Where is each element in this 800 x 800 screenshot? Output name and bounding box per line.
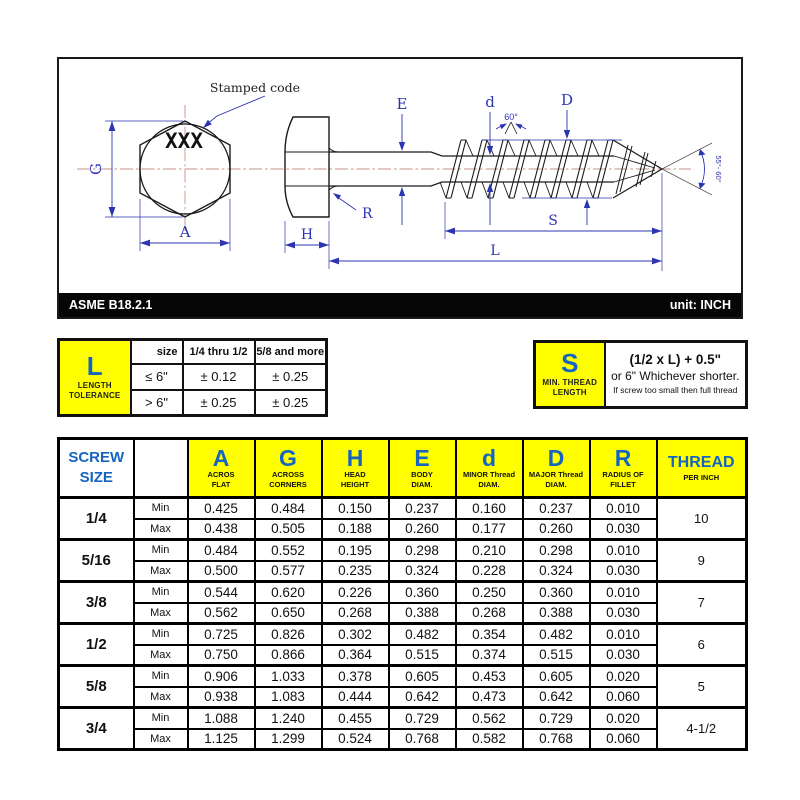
max-value-G: 0.650 — [255, 603, 322, 624]
label-g: G — [87, 163, 105, 175]
col-header-small: 1/4 thru 1/2 — [183, 340, 255, 364]
threads-per-inch-cell: 4-1/2 — [657, 708, 747, 750]
min-row-label: Min — [134, 582, 188, 603]
stamped-code-label: Stamped code — [209, 80, 301, 95]
min-value-d: 0.354 — [456, 624, 523, 645]
size-header: size — [131, 340, 183, 364]
min-value-R: 0.020 — [590, 708, 657, 729]
screw-size-cell: 5/16 — [59, 540, 134, 582]
max-value-R: 0.060 — [590, 729, 657, 750]
column-header-H: H HEAD HEIGHT — [322, 439, 389, 498]
min-value-G: 1.240 — [255, 708, 322, 729]
label-e: E — [396, 95, 408, 113]
min-value-A: 0.906 — [188, 666, 255, 687]
dimension-e — [397, 95, 408, 225]
min-value-E: 0.482 — [389, 624, 456, 645]
screw-size-cell: 1/4 — [59, 498, 134, 540]
max-value-E: 0.642 — [389, 687, 456, 708]
tolerance-row: > 6" ± 0.25 ± 0.25 — [59, 390, 327, 416]
thread-per-inch-header: THREAD PER INCH — [657, 439, 747, 498]
max-value-R: 0.030 — [590, 603, 657, 624]
min-value-R: 0.010 — [590, 540, 657, 561]
min-row-label: Min — [134, 624, 188, 645]
min-value-A: 0.725 — [188, 624, 255, 645]
max-row-label: Max — [134, 645, 188, 666]
label-d-minor: d — [485, 93, 495, 111]
size-group-3/8 — [59, 582, 747, 624]
s-letter: S — [561, 348, 579, 379]
size-group-5/16 — [59, 540, 747, 582]
min-value-R: 0.010 — [590, 624, 657, 645]
min-value-H: 0.455 — [322, 708, 389, 729]
size-group-3/4 — [59, 708, 747, 750]
stamped-code-text: XXX — [165, 129, 203, 153]
dimension-d-minor — [485, 93, 495, 225]
point-angle-annotation — [662, 143, 723, 195]
head-profile — [285, 117, 329, 217]
max-value-G: 1.083 — [255, 687, 322, 708]
max-value-d: 0.228 — [456, 561, 523, 582]
max-value-d: 0.473 — [456, 687, 523, 708]
max-value-H: 0.268 — [322, 603, 389, 624]
label-r: R — [362, 206, 373, 222]
min-value-E: 0.237 — [389, 498, 456, 519]
min-value-G: 0.552 — [255, 540, 322, 561]
min-row-label: Min — [134, 666, 188, 687]
label-l: L — [490, 243, 500, 259]
max-row-label: Max — [134, 603, 188, 624]
standard-label: ASME B18.2.1 — [69, 298, 153, 312]
max-value-G: 0.505 — [255, 519, 322, 540]
stamped-code-leader — [206, 96, 265, 125]
screw-size-cell: 5/8 — [59, 666, 134, 708]
min-thread-formula: (1/2 x L) + 0.5" or 6" Whichever shorter. If screw too small then full thread — [605, 342, 747, 408]
min-value-d: 0.453 — [456, 666, 523, 687]
min-thread-table — [533, 340, 748, 409]
min-value-H: 0.226 — [322, 582, 389, 603]
column-header-D: D MAJOR Thread DIAM. — [523, 439, 590, 498]
l-letter: L — [86, 351, 103, 382]
threads-per-inch-cell: 5 — [657, 666, 747, 708]
max-value-H: 0.444 — [322, 687, 389, 708]
min-value-D: 0.360 — [523, 582, 590, 603]
max-value-R: 0.030 — [590, 561, 657, 582]
min-thread-corner: S MIN. THREAD LENGTH — [535, 342, 605, 408]
min-value-R: 0.010 — [590, 498, 657, 519]
min-value-R: 0.020 — [590, 666, 657, 687]
max-value-A: 0.562 — [188, 603, 255, 624]
screw-size-cell: 3/4 — [59, 708, 134, 750]
threads-per-inch-cell: 7 — [657, 582, 747, 624]
length-tolerance-table — [57, 338, 328, 417]
column-header-R: R RADIUS OF FILLET — [590, 439, 657, 498]
min-value-d: 0.250 — [456, 582, 523, 603]
dimension-h — [285, 221, 329, 253]
side-view — [285, 117, 662, 217]
standard-bar — [59, 293, 741, 317]
max-value-D: 0.768 — [523, 729, 590, 750]
threads-per-inch-cell: 6 — [657, 624, 747, 666]
min-value-H: 0.195 — [322, 540, 389, 561]
dimension-l — [329, 221, 662, 269]
column-header-A: A ACROS FLAT — [188, 439, 255, 498]
min-row-label: Min — [134, 708, 188, 729]
max-value-D: 0.388 — [523, 603, 590, 624]
threads-per-inch-cell: 10 — [657, 498, 747, 540]
stamped-code-callout — [203, 80, 300, 128]
tolerance-row: ≤ 6" ± 0.12 ± 0.25 — [59, 364, 327, 390]
label-a: A — [179, 223, 191, 241]
spec-table — [57, 437, 748, 751]
min-value-d: 0.160 — [456, 498, 523, 519]
label-h: H — [300, 227, 314, 243]
max-value-E: 0.324 — [389, 561, 456, 582]
fillet-r-callout — [333, 193, 373, 222]
label-s: S — [548, 213, 558, 229]
min-value-G: 0.484 — [255, 498, 322, 519]
min-row-label: Min — [134, 540, 188, 561]
column-header-d: d MINOR Thread DIAM. — [456, 439, 523, 498]
min-value-D: 0.729 — [523, 708, 590, 729]
max-value-d: 0.177 — [456, 519, 523, 540]
spec-table-header — [59, 439, 747, 498]
max-value-D: 0.515 — [523, 645, 590, 666]
max-value-E: 0.515 — [389, 645, 456, 666]
screw-drawing — [59, 59, 741, 295]
max-row-label: Max — [134, 561, 188, 582]
min-value-H: 0.378 — [322, 666, 389, 687]
thread-angle-annotation — [496, 112, 526, 134]
max-value-A: 1.125 — [188, 729, 255, 750]
min-value-H: 0.302 — [322, 624, 389, 645]
label-d-major: D — [560, 91, 574, 109]
max-value-G: 1.299 — [255, 729, 322, 750]
max-value-A: 0.938 — [188, 687, 255, 708]
length-tolerance-corner: L LENGTH TOLERANCE — [59, 340, 131, 416]
max-value-d: 0.582 — [456, 729, 523, 750]
min-row-label: Min — [134, 498, 188, 519]
column-header-G: G ACROSS CORNERS — [255, 439, 322, 498]
max-value-d: 0.374 — [456, 645, 523, 666]
max-value-R: 0.030 — [590, 519, 657, 540]
blank-header-cell — [134, 439, 188, 498]
min-value-G: 0.620 — [255, 582, 322, 603]
max-row-label: Max — [134, 519, 188, 540]
max-value-D: 0.260 — [523, 519, 590, 540]
min-value-G: 0.826 — [255, 624, 322, 645]
screw-size-header: SCREW SIZE — [59, 439, 134, 498]
max-value-d: 0.268 — [456, 603, 523, 624]
min-value-D: 0.605 — [523, 666, 590, 687]
min-value-E: 0.605 — [389, 666, 456, 687]
size-group-5/8 — [59, 666, 747, 708]
max-value-R: 0.060 — [590, 687, 657, 708]
max-value-H: 0.364 — [322, 645, 389, 666]
max-value-A: 0.500 — [188, 561, 255, 582]
max-value-E: 0.768 — [389, 729, 456, 750]
screw-size-cell: 1/2 — [59, 624, 134, 666]
col-header-large: 5/8 and more — [255, 340, 327, 364]
max-value-D: 0.324 — [523, 561, 590, 582]
min-value-E: 0.729 — [389, 708, 456, 729]
min-value-D: 0.237 — [523, 498, 590, 519]
min-value-d: 0.562 — [456, 708, 523, 729]
min-value-A: 0.544 — [188, 582, 255, 603]
max-value-G: 0.866 — [255, 645, 322, 666]
max-value-G: 0.577 — [255, 561, 322, 582]
column-header-E: E BODY DIAM. — [389, 439, 456, 498]
min-value-D: 0.482 — [523, 624, 590, 645]
min-value-A: 0.484 — [188, 540, 255, 561]
unit-label: unit: INCH — [669, 298, 731, 312]
min-value-H: 0.150 — [322, 498, 389, 519]
min-value-E: 0.360 — [389, 582, 456, 603]
max-value-H: 0.524 — [322, 729, 389, 750]
max-value-H: 0.235 — [322, 561, 389, 582]
max-value-E: 0.260 — [389, 519, 456, 540]
size-group-1/4 — [59, 498, 747, 540]
drawing-panel — [57, 57, 743, 319]
screw-size-cell: 3/8 — [59, 582, 134, 624]
min-value-D: 0.298 — [523, 540, 590, 561]
max-row-label: Max — [134, 687, 188, 708]
max-value-D: 0.642 — [523, 687, 590, 708]
threads-per-inch-cell: 9 — [657, 540, 747, 582]
max-row-label: Max — [134, 729, 188, 750]
thread-angle-label: 60° — [504, 112, 518, 122]
max-value-R: 0.030 — [590, 645, 657, 666]
dimension-a — [140, 199, 230, 251]
min-value-A: 1.088 — [188, 708, 255, 729]
max-value-E: 0.388 — [389, 603, 456, 624]
max-value-A: 0.438 — [188, 519, 255, 540]
min-value-G: 1.033 — [255, 666, 322, 687]
point-angle-label: 55°- 60° — [714, 155, 723, 183]
min-value-d: 0.210 — [456, 540, 523, 561]
size-group-1/2 — [59, 624, 747, 666]
min-value-E: 0.298 — [389, 540, 456, 561]
min-value-A: 0.425 — [188, 498, 255, 519]
max-value-A: 0.750 — [188, 645, 255, 666]
min-value-R: 0.010 — [590, 582, 657, 603]
centerlines — [77, 105, 691, 233]
max-value-H: 0.188 — [322, 519, 389, 540]
